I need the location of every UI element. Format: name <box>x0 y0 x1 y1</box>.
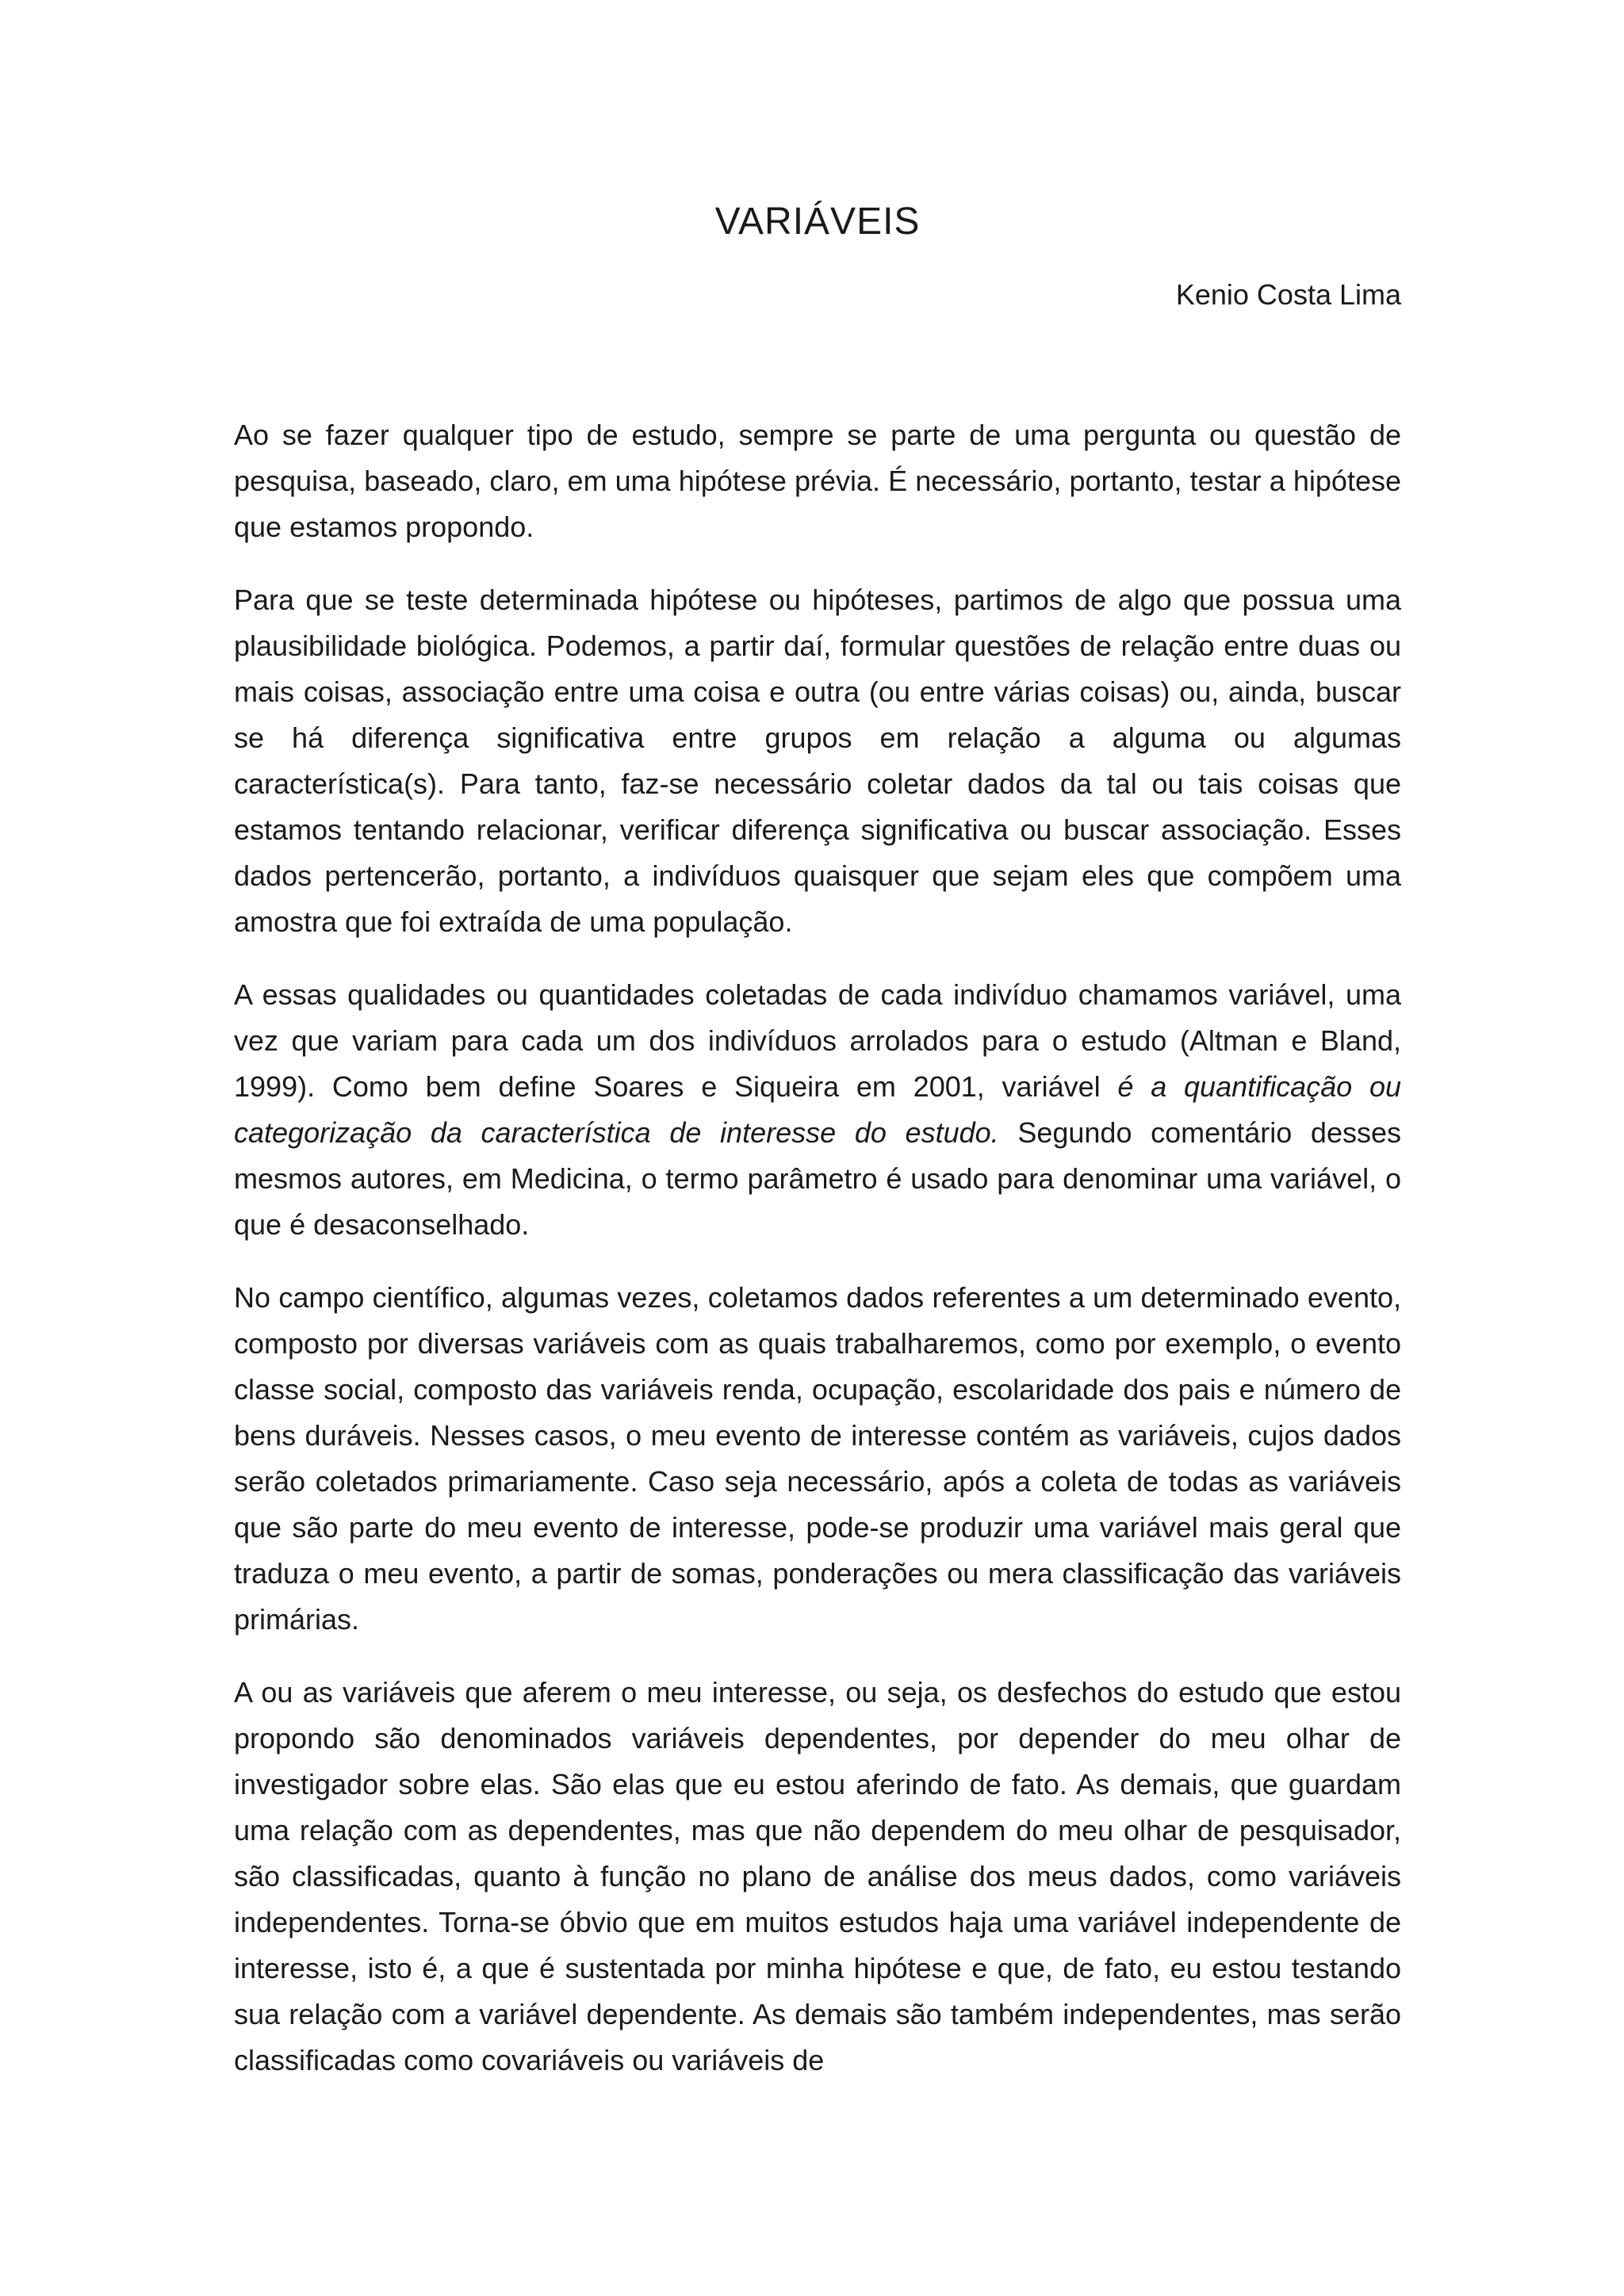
paragraph-1: Ao se fazer qualquer tipo de estudo, sempre se parte de uma pergunta ou questão de pesquisa, baseado, claro, em uma hipótese prévia. É necessário, portanto, testar a hipótese que estamos propondo. <box>234 419 1401 543</box>
paragraph-4: No campo científico, algumas vezes, coletamos dados referentes a um determinado evento, composto por diversas variáveis com as quais trabalharemos, como por exemplo, o evento classe social, composto das variáveis renda, ocupação, escolaridade dos pais e número de bens duráveis. Nesses casos, o meu evento de interesse contém as variáveis, cujos dados serão coletados primariamente. Caso seja necessário, após a coleta de todas as variáveis que são parte do meu evento de interesse, pode-se produzir uma variável mais geral que traduza o meu evento, a partir de somas, ponderações ou mera classificação das variáveis primárias. <box>234 1281 1401 1636</box>
document-title: VARIÁVEIS <box>714 201 921 243</box>
paragraph-3-definition-italic: é a quantificação ou categorização da característica de interesse do estudo. <box>234 1070 1401 1149</box>
paragraph-3 <box>234 972 1401 1248</box>
document-page <box>234 190 1401 2110</box>
document-body <box>234 412 1401 2084</box>
paragraph-3-text-before: A essas qualidades ou quantidades coletadas de cada indivíduo chamamos variável, uma vez que variam para cada um dos indivíduos arrolados para o estudo (Altman e Bland, 1999). Como bem define Soares e Siqueira em 2001, variável <box>234 978 1401 1103</box>
paragraph-3-text-after: Segundo comentário desses mesmos autores, em Medicina, o termo parâmetro é usado para denominar uma variável, o que é desaconselhado. <box>234 1116 1401 1241</box>
paragraph-2: Para que se teste determinada hipótese ou hipóteses, partimos de algo que possua uma plausibilidade biológica. Podemos, a partir daí, formular questões de relação entre duas ou mais coisas, associação entre uma coisa e outra (ou entre várias coisas) ou, ainda, buscar se há diferença significativa entre grupos em relação a alguma ou algumas característica(s). Para tanto, faz-se necessário coletar dados da tal ou tais coisas que estamos tentando relacionar, verificar diferença significativa ou buscar associação. Esses dados pertencerão, portanto, a indivíduos quaisquer que sejam eles que compõem uma amostra que foi extraída de uma população. <box>234 584 1401 938</box>
document-author: Kenio Costa Lima <box>1175 278 1401 311</box>
paragraph-5: A ou as variáveis que aferem o meu interesse, ou seja, os desfechos do estudo que estou propondo são denominados variáveis dependentes, por depender do meu olhar de investigador sobre elas. São elas que eu estou aferindo de fato. As demais, que guardam uma relação com as dependentes, mas que não dependem do meu olhar de pesquisador, são classificadas, quanto à função no plano de análise dos meus dados, como variáveis independentes. Torna-se óbvio que em muitos estudos haja uma variável independente de interesse, isto é, a que é sustentada por minha hipótese e que, de fato, eu estou testando sua relação com a variável dependente. As demais são também independentes, mas serão classificadas como covariáveis ou variáveis de <box>234 1676 1401 2076</box>
